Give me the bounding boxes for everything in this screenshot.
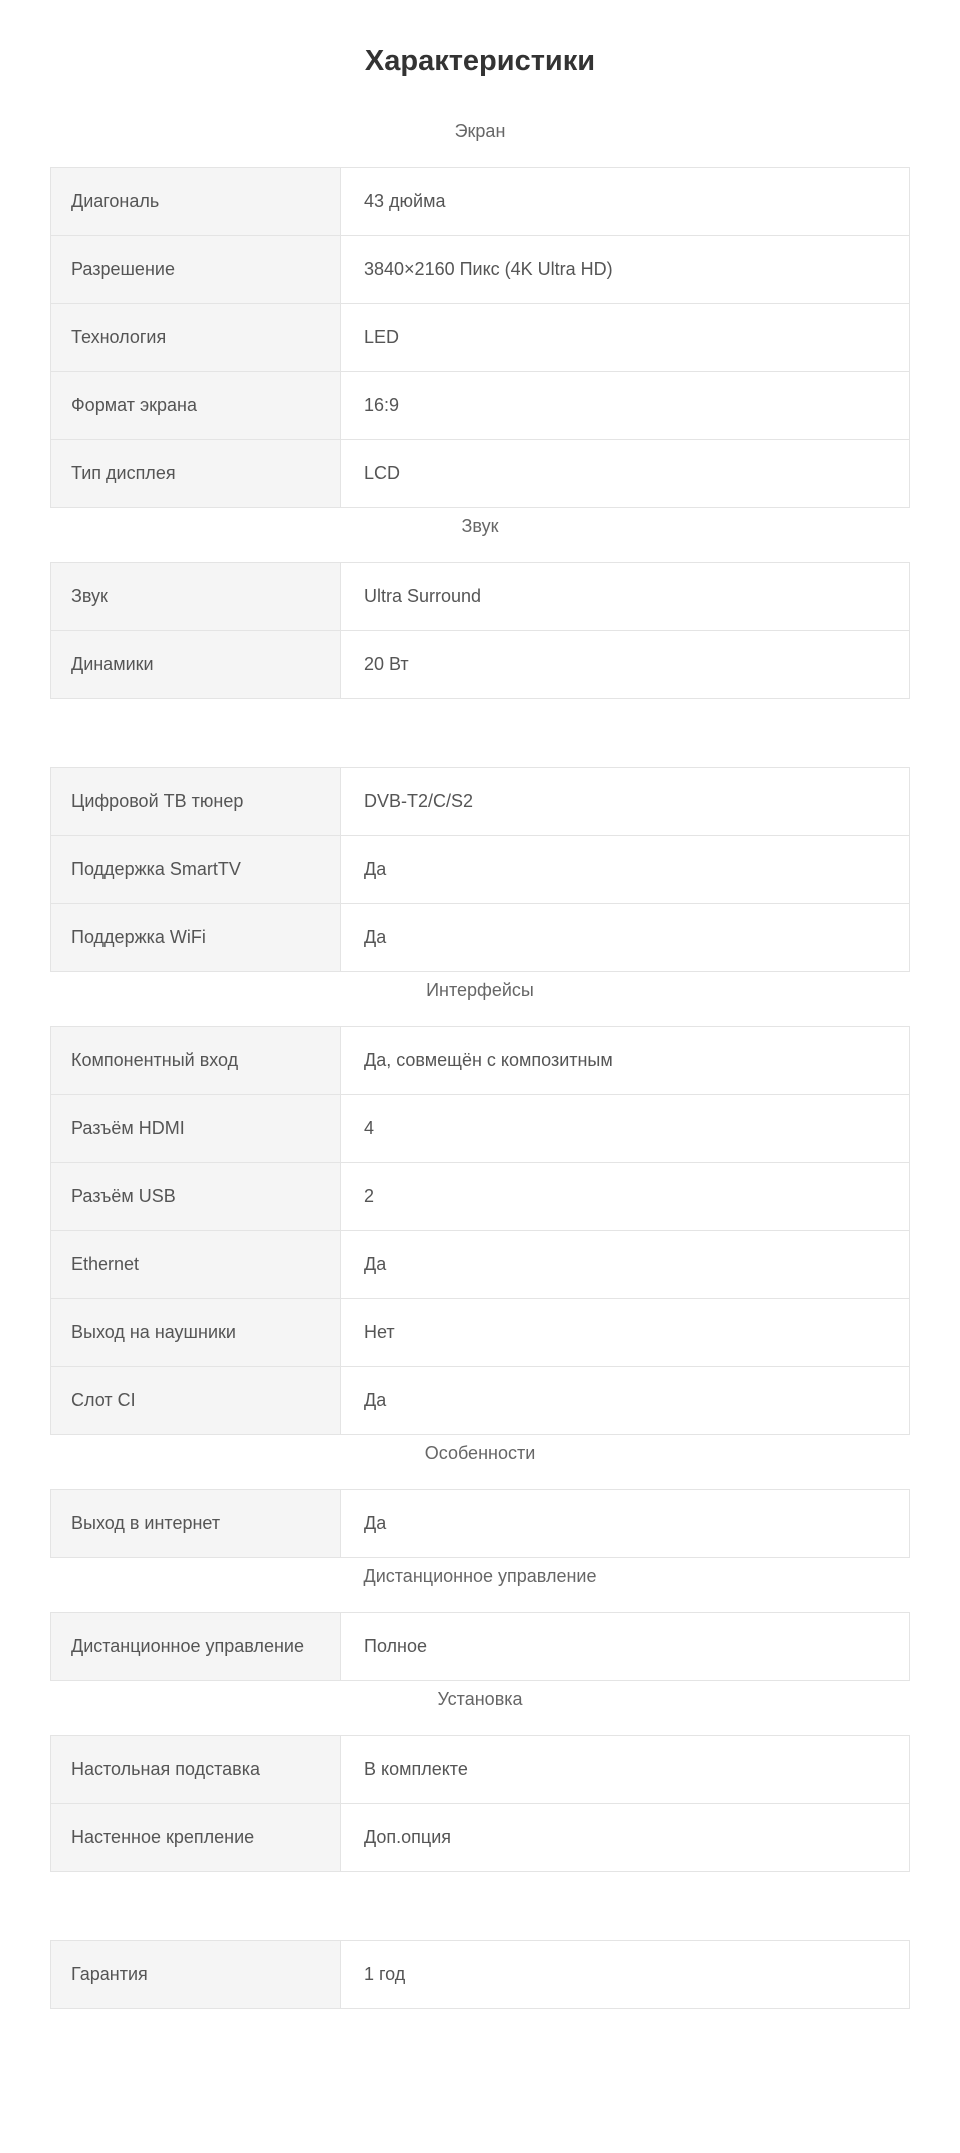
section-title xyxy=(50,699,910,767)
spec-value: 3840×2160 Пикс (4K Ultra HD) xyxy=(341,236,910,304)
spec-value: 43 дюйма xyxy=(341,168,910,236)
section-title: Экран xyxy=(454,121,506,141)
spec-value: Да xyxy=(341,904,910,972)
spec-name: Формат экрана xyxy=(51,372,341,440)
spec-sections xyxy=(0,113,960,2009)
table-row xyxy=(51,236,910,304)
spec-value: 20 Вт xyxy=(341,631,910,699)
spec-value: 4 xyxy=(341,1095,910,1163)
table-row xyxy=(51,1941,910,2009)
spec-name: Динамики xyxy=(51,631,341,699)
spec-table xyxy=(50,562,910,699)
spec-name: Выход в интернет xyxy=(51,1490,341,1558)
spec-section xyxy=(50,113,910,508)
table-row xyxy=(51,1613,910,1681)
spec-table xyxy=(50,1735,910,1872)
section-title: Звук xyxy=(461,516,499,536)
spec-name: Диагональ xyxy=(51,168,341,236)
spec-name: Компонентный вход xyxy=(51,1027,341,1095)
spec-name: Цифровой ТВ тюнер xyxy=(51,768,341,836)
spec-value: LED xyxy=(341,304,910,372)
spec-section xyxy=(50,508,910,699)
spec-name: Звук xyxy=(51,563,341,631)
section-title: Установка xyxy=(437,1689,523,1709)
spec-value: 16:9 xyxy=(341,372,910,440)
table-row xyxy=(51,1736,910,1804)
table-row xyxy=(51,836,910,904)
table-row xyxy=(51,1299,910,1367)
section-title xyxy=(50,1872,910,1940)
spec-value: Да, совмещён с композитным xyxy=(341,1027,910,1095)
spec-value: Ultra Surround xyxy=(341,563,910,631)
page-title: Характеристики xyxy=(364,45,596,77)
spec-name: Слот CI xyxy=(51,1367,341,1435)
spec-table xyxy=(50,1489,910,1558)
spec-name: Ethernet xyxy=(51,1231,341,1299)
spec-name: Поддержка SmartTV xyxy=(51,836,341,904)
table-row xyxy=(51,440,910,508)
spec-section xyxy=(50,1681,910,1872)
spec-value: Да xyxy=(341,1490,910,1558)
spec-value: Доп.опция xyxy=(341,1804,910,1872)
spec-table xyxy=(50,1612,910,1681)
spec-section xyxy=(50,972,910,1435)
spec-name: Технология xyxy=(51,304,341,372)
table-row xyxy=(51,1804,910,1872)
spec-value: Да xyxy=(341,1367,910,1435)
spec-name: Настенное крепление xyxy=(51,1804,341,1872)
table-row xyxy=(51,1163,910,1231)
spec-value: Да xyxy=(341,1231,910,1299)
spec-table xyxy=(50,1026,910,1435)
spec-table xyxy=(50,1940,910,2009)
spec-value: DVB-T2/C/S2 xyxy=(341,768,910,836)
spec-value: LCD xyxy=(341,440,910,508)
spec-name: Выход на наушники xyxy=(51,1299,341,1367)
section-title: Дистанционное управление xyxy=(363,1566,597,1586)
spec-section xyxy=(50,1558,910,1681)
spec-name: Настольная подставка xyxy=(51,1736,341,1804)
table-row xyxy=(51,631,910,699)
spec-name: Разъём HDMI xyxy=(51,1095,341,1163)
table-row xyxy=(51,1367,910,1435)
spec-section xyxy=(50,1435,910,1558)
spec-name: Поддержка WiFi xyxy=(51,904,341,972)
table-row xyxy=(51,372,910,440)
table-row xyxy=(51,1490,910,1558)
table-row xyxy=(51,1095,910,1163)
table-row xyxy=(51,304,910,372)
spec-value: 2 xyxy=(341,1163,910,1231)
spec-value: 1 год xyxy=(341,1941,910,2009)
spec-name: Разъём USB xyxy=(51,1163,341,1231)
table-row xyxy=(51,563,910,631)
spec-section xyxy=(50,1872,910,2009)
table-row xyxy=(51,1231,910,1299)
table-row xyxy=(51,768,910,836)
table-row xyxy=(51,904,910,972)
spec-value: Да xyxy=(341,836,910,904)
spec-name: Гарантия xyxy=(51,1941,341,2009)
spec-name: Дистанционное управление xyxy=(51,1613,341,1681)
table-row xyxy=(51,168,910,236)
spec-value: Полное xyxy=(341,1613,910,1681)
spec-value: В комплекте xyxy=(341,1736,910,1804)
spec-name: Разрешение xyxy=(51,236,341,304)
spec-name: Тип дисплея xyxy=(51,440,341,508)
spec-table xyxy=(50,767,910,972)
table-row xyxy=(51,1027,910,1095)
spec-section xyxy=(50,699,910,972)
spec-value: Нет xyxy=(341,1299,910,1367)
spec-table xyxy=(50,167,910,508)
section-title: Интерфейсы xyxy=(426,980,534,1000)
section-title: Особенности xyxy=(424,1443,536,1463)
